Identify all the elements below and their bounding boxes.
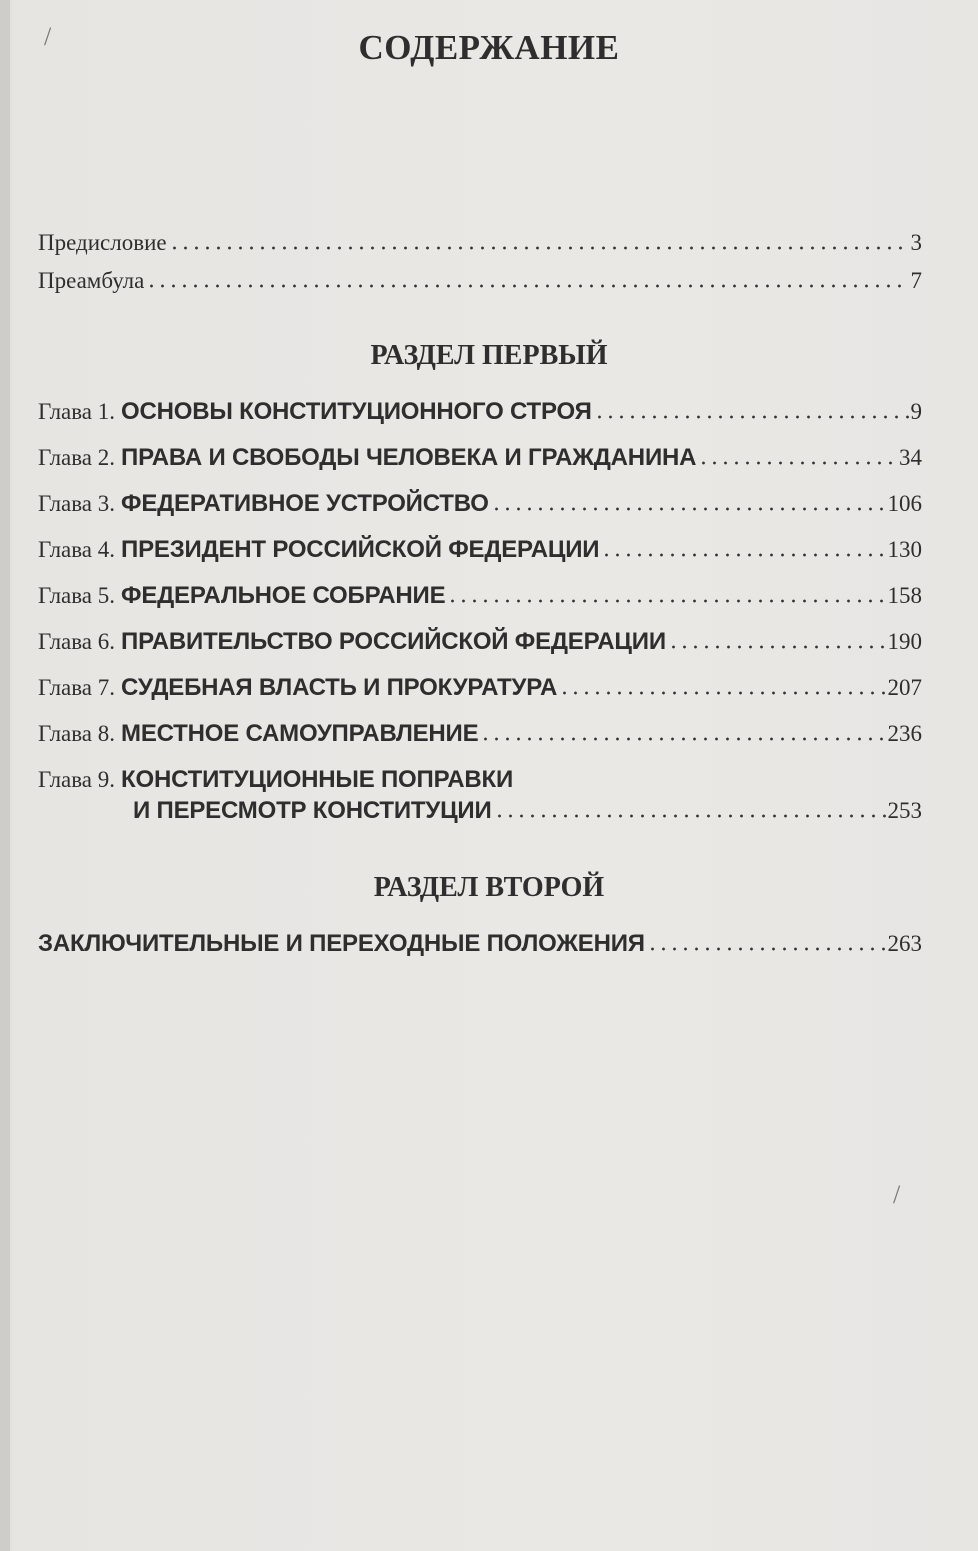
toc-chapter-9[interactable] bbox=[38, 766, 922, 794]
leader-dots bbox=[601, 553, 885, 557]
chapter-prefix: Глава 1. bbox=[38, 399, 116, 424]
pencil-mark: / bbox=[44, 22, 52, 51]
entry-title: ЗАКЛЮЧИТЕЛЬНЫЕ И ПЕРЕХОДНЫЕ ПОЛОЖЕНИЯ bbox=[38, 930, 645, 957]
toc-entry-preface[interactable] bbox=[38, 230, 922, 256]
leader-dots bbox=[146, 284, 908, 288]
toc-chapter-3[interactable] bbox=[38, 490, 922, 518]
toc-page-number: 158 bbox=[887, 583, 922, 608]
leader-dots bbox=[559, 691, 885, 695]
toc-final-provisions[interactable] bbox=[38, 930, 922, 958]
page-title: СОДЕРЖАНИЕ bbox=[358, 28, 620, 67]
toc-page-number: 236 bbox=[887, 721, 922, 746]
chapter-prefix: Глава 5. bbox=[38, 583, 116, 608]
chapter-title: МЕСТНОЕ САМОУПРАВЛЕНИЕ bbox=[121, 720, 479, 747]
toc-chapter-9-continuation[interactable] bbox=[133, 797, 922, 825]
toc-page-number: 263 bbox=[887, 931, 922, 956]
toc-page-number: 130 bbox=[887, 537, 922, 562]
leader-dots bbox=[480, 737, 885, 741]
toc-chapter-7[interactable] bbox=[38, 674, 922, 702]
chapter-title: ПРЕЗИДЕНТ РОССИЙСКОЙ ФЕДЕРАЦИИ bbox=[121, 536, 600, 563]
toc-page-number: 190 bbox=[887, 629, 922, 654]
leader-dots bbox=[491, 507, 886, 511]
leader-dots bbox=[668, 645, 886, 649]
toc-page-number: 9 bbox=[910, 399, 922, 424]
toc-page-number: 207 bbox=[887, 675, 922, 700]
toc-entry-preamble[interactable] bbox=[38, 268, 922, 294]
section-heading-second: РАЗДЕЛ ВТОРОЙ bbox=[373, 872, 605, 903]
chapter-title: ПРАВА И СВОБОДЫ ЧЕЛОВЕКА И ГРАЖДАНИНА bbox=[121, 444, 697, 471]
toc-page-number: 34 bbox=[899, 445, 922, 470]
leader-dots bbox=[447, 599, 885, 603]
toc-entry-label: Предисловие bbox=[38, 230, 167, 255]
pencil-mark: / bbox=[893, 1180, 901, 1209]
toc-chapter-1[interactable] bbox=[38, 398, 922, 426]
chapter-title: ОСНОВЫ КОНСТИТУЦИОННОГО СТРОЯ bbox=[121, 398, 592, 425]
toc-chapter-8[interactable] bbox=[38, 720, 922, 748]
toc-chapter-4[interactable] bbox=[38, 536, 922, 564]
leader-dots bbox=[698, 461, 897, 465]
toc-chapter-6[interactable] bbox=[38, 628, 922, 656]
section-heading-first: РАЗДЕЛ ПЕРВЫЙ bbox=[370, 340, 608, 371]
toc-chapter-2[interactable] bbox=[38, 444, 922, 472]
chapter-prefix: Глава 6. bbox=[38, 629, 116, 654]
toc-page-number: 106 bbox=[887, 491, 922, 516]
chapter-prefix: Глава 7. bbox=[38, 675, 116, 700]
leader-dots bbox=[647, 947, 886, 951]
chapter-title: СУДЕБНАЯ ВЛАСТЬ И ПРОКУРАТУРА bbox=[121, 674, 558, 701]
chapter-title: КОНСТИТУЦИОННЫЕ ПОПРАВКИ bbox=[121, 766, 514, 793]
chapter-prefix: Глава 9. bbox=[38, 767, 116, 792]
leader-dots bbox=[494, 814, 886, 818]
page-spine-shadow bbox=[0, 0, 10, 1551]
chapter-prefix: Глава 2. bbox=[38, 445, 116, 470]
chapter-title-continuation: И ПЕРЕСМОТР КОНСТИТУЦИИ bbox=[133, 797, 492, 824]
chapter-prefix: Глава 4. bbox=[38, 537, 116, 562]
toc-chapter-5[interactable] bbox=[38, 582, 922, 610]
chapter-prefix: Глава 3. bbox=[38, 491, 116, 516]
leader-dots bbox=[169, 246, 909, 250]
toc-page-number: 3 bbox=[910, 230, 922, 255]
chapter-prefix: Глава 8. bbox=[38, 721, 116, 746]
leader-dots bbox=[594, 415, 909, 419]
chapter-title: ПРАВИТЕЛЬСТВО РОССИЙСКОЙ ФЕДЕРАЦИИ bbox=[121, 628, 666, 655]
chapter-title: ФЕДЕРАТИВНОЕ УСТРОЙСТВО bbox=[121, 490, 489, 517]
toc-page-number: 7 bbox=[910, 268, 922, 293]
toc-page-number: 253 bbox=[887, 798, 922, 823]
toc-entry-label: Преамбула bbox=[38, 268, 145, 293]
chapter-title: ФЕДЕРАЛЬНОЕ СОБРАНИЕ bbox=[121, 582, 446, 609]
